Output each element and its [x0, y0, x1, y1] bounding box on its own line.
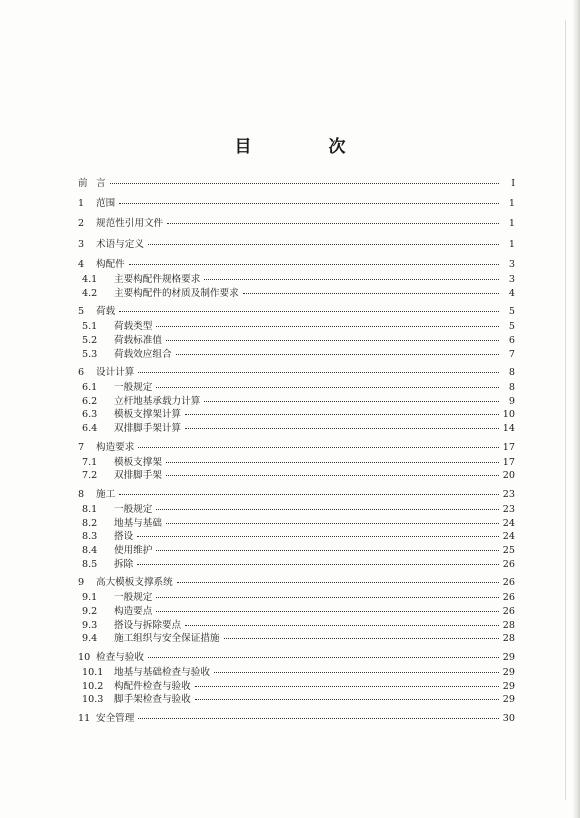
toc-entry-label: 荷载效应组合	[114, 348, 172, 360]
toc-entry-page-number: 1	[508, 238, 515, 250]
toc-section-entry[interactable]	[78, 557, 515, 571]
toc-chapter-entry[interactable]	[78, 216, 515, 231]
toc-entry-number: 5.1	[82, 321, 98, 333]
toc-entry-number: 5.2	[82, 334, 98, 346]
dot-leader	[119, 194, 499, 204]
toc-entry-label: 荷载	[96, 306, 116, 318]
toc-entry-page-number: 6	[508, 334, 515, 346]
toc-entry-number: 9.2	[82, 605, 98, 617]
toc-entry-label: 一般规定	[114, 592, 153, 604]
toc-entry-label: 荷载类型	[114, 321, 153, 333]
toc-entry-number: 7.1	[82, 456, 98, 468]
page-fold-line	[565, 20, 566, 800]
toc-entry-number: 11	[78, 712, 91, 724]
toc-entry-label: 立杆地基承载力计算	[114, 395, 201, 407]
toc-entry-label: 范围	[96, 198, 116, 210]
toc-entry-page-number: 29	[502, 666, 515, 678]
toc-entry-label: 构造要点	[114, 605, 153, 617]
dot-leader	[110, 174, 499, 184]
dot-leader	[119, 485, 499, 495]
toc-entry-page-number: Ⅰ	[511, 178, 515, 189]
toc-entry-label: 设计计算	[96, 367, 135, 379]
dot-leader	[166, 453, 499, 463]
toc-entry-number: 8	[78, 489, 85, 501]
dot-leader	[129, 255, 499, 265]
dot-leader	[214, 663, 499, 673]
toc-entry-page-number: 3	[508, 258, 515, 270]
dot-leader	[185, 616, 499, 626]
dot-leader	[166, 466, 499, 476]
dot-leader	[166, 514, 499, 524]
page-edge-shadow	[572, 0, 580, 818]
toc-entry-page-number: 26	[502, 592, 515, 604]
toc-entry-number: 9.1	[82, 592, 98, 604]
toc-entry-label: 地基与基础	[114, 517, 162, 529]
toc-entry-page-number: 24	[502, 517, 515, 529]
toc-entry-page-number: 5	[508, 321, 515, 333]
toc-entry-page-number: 28	[502, 619, 515, 631]
toc-entry-page-number: 3	[508, 273, 515, 285]
toc-entry-number: 7	[78, 441, 85, 453]
dot-leader	[156, 378, 499, 388]
toc-section-entry[interactable]	[78, 631, 515, 645]
toc-entry-number: 6.4	[82, 423, 98, 435]
table-of-contents	[78, 176, 515, 726]
toc-entry-page-number: 17	[502, 441, 515, 453]
toc-entry-number: 9	[78, 577, 85, 589]
toc-entry-page-number: 24	[502, 531, 515, 543]
toc-entry-page-number: 10	[502, 409, 515, 421]
dot-leader	[195, 690, 499, 700]
dot-leader	[156, 317, 499, 327]
toc-entry-number: 10.1	[82, 666, 104, 678]
toc-entry-number: 4.1	[82, 273, 98, 285]
dot-leader	[148, 648, 499, 658]
dot-leader	[176, 345, 499, 355]
toc-entry-number: 10	[78, 651, 91, 663]
toc-entry-page-number: 8	[508, 367, 515, 379]
toc-entry-label: 规范性引用文件	[96, 218, 164, 230]
toc-entry-number: 1	[78, 198, 85, 210]
toc-section-entry[interactable]	[78, 468, 515, 482]
toc-entry-number: 5.3	[82, 348, 98, 360]
toc-entry-number: 9.3	[82, 619, 98, 631]
toc-entry-label: 检查与验收	[96, 651, 144, 663]
toc-entry-label: 双排脚手架	[114, 470, 162, 482]
toc-entry-label: 搭设	[114, 531, 134, 543]
toc-entry-number: 6	[78, 367, 85, 379]
dot-leader	[137, 555, 499, 565]
toc-entry-page-number: 30	[502, 712, 515, 724]
toc-entry-page-number: 7	[508, 348, 515, 360]
toc-entry-label: 言	[96, 178, 106, 189]
toc-entry-number: 8.5	[82, 558, 98, 570]
toc-entry-number: 8.1	[82, 504, 98, 516]
dot-leader	[138, 709, 499, 719]
toc-entry-number: 8.3	[82, 531, 98, 543]
toc-entry-page-number: 29	[502, 680, 515, 692]
dot-leader	[185, 405, 499, 415]
dot-leader	[166, 331, 499, 341]
toc-entry-page-number: 25	[502, 545, 515, 556]
dot-leader	[156, 602, 499, 612]
toc-entry-number: 8.4	[82, 545, 98, 556]
toc-entry-label: 构配件	[96, 258, 125, 270]
toc-entry-page-number: 28	[502, 633, 515, 645]
toc-chapter-entry[interactable]	[78, 176, 515, 191]
toc-entry-label: 拆除	[114, 558, 134, 570]
toc-entry-number: 10.2	[82, 680, 104, 692]
dot-leader	[119, 302, 499, 312]
toc-entry-number: 5	[78, 306, 85, 318]
toc-chapter-entry[interactable]	[78, 196, 515, 211]
toc-entry-number: 8.2	[82, 517, 98, 529]
toc-section-entry[interactable]	[78, 286, 515, 300]
dot-leader	[156, 588, 499, 598]
dot-leader	[137, 527, 499, 537]
dot-leader	[195, 677, 499, 687]
toc-entry-number: 4	[78, 258, 85, 270]
dot-leader	[156, 541, 499, 551]
toc-entry-number: 6.2	[82, 395, 98, 407]
toc-chapter-entry[interactable]	[78, 237, 515, 252]
toc-entry-page-number: 26	[502, 577, 515, 589]
toc-entry-label: 构配件检查与验收	[114, 680, 191, 692]
toc-entry-label: 施工组织与安全保证措施	[114, 633, 220, 645]
toc-entry-label: 模板支撑架计算	[114, 409, 182, 421]
toc-entry-label: 术语与定义	[96, 238, 144, 250]
dot-leader	[204, 392, 499, 402]
toc-entry-label: 使用维护	[114, 545, 153, 556]
toc-entry-page-number: 23	[502, 489, 515, 501]
toc-entry-label: 双排脚手架计算	[114, 423, 182, 435]
toc-entry-number: 9.4	[82, 633, 98, 645]
toc-entry-page-number: 9	[508, 395, 515, 407]
toc-section-entry[interactable]	[78, 692, 515, 706]
toc-entry-label: 安全管理	[96, 712, 135, 724]
toc-entry-label: 脚手架检查与验收	[114, 694, 191, 706]
toc-entry-page-number: 26	[502, 605, 515, 617]
toc-entry-page-number: 17	[502, 456, 515, 468]
dot-leader	[148, 235, 499, 245]
toc-entry-label: 荷载标准值	[114, 334, 162, 346]
dot-leader	[185, 419, 499, 429]
toc-entry-label: 构造要求	[96, 441, 135, 453]
toc-entry-label: 模板支撑架	[114, 456, 162, 468]
toc-entry-page-number: 1	[508, 218, 515, 230]
toc-entry-label: 搭设与拆除要点	[114, 619, 182, 631]
toc-entry-page-number: 1	[508, 198, 515, 210]
toc-entry-number: 10.3	[82, 694, 104, 706]
toc-entry-label: 一般规定	[114, 504, 153, 516]
toc-entry-page-number: 14	[502, 423, 515, 435]
toc-title: 目 次	[234, 137, 376, 157]
toc-entry-page-number: 20	[502, 470, 515, 482]
toc-entry-number: 2	[78, 218, 85, 230]
toc-entry-number: 4.2	[82, 287, 98, 299]
dot-leader	[167, 214, 499, 224]
dot-leader	[156, 500, 499, 510]
toc-entry-page-number: 4	[508, 287, 515, 299]
dot-leader	[243, 284, 499, 294]
toc-chapter-entry[interactable]	[78, 711, 515, 726]
dot-leader	[177, 573, 499, 583]
dot-leader	[138, 363, 499, 373]
toc-entry-label: 施工	[96, 489, 116, 501]
toc-entry-label: 高大模板支撑系统	[96, 577, 173, 589]
toc-entry-page-number: 8	[508, 382, 515, 394]
toc-entry-label: 一般规定	[114, 382, 153, 394]
toc-entry-page-number: 23	[502, 504, 515, 516]
toc-entry-number: 前	[78, 178, 88, 189]
toc-entry-number: 7.2	[82, 470, 98, 482]
toc-entry-label: 主要构配件的材质及制作要求	[114, 287, 239, 299]
dot-leader	[204, 270, 499, 280]
toc-entry-page-number: 29	[502, 651, 515, 663]
toc-entry-number: 6.1	[82, 382, 98, 394]
toc-entry-number: 6.3	[82, 409, 98, 421]
toc-entry-page-number: 26	[502, 558, 515, 570]
toc-entry-number: 3	[78, 238, 85, 250]
dot-leader	[224, 629, 499, 639]
toc-section-entry[interactable]	[78, 421, 515, 435]
toc-section-entry[interactable]	[78, 347, 515, 361]
toc-entry-label: 主要构配件规格要求	[114, 273, 201, 285]
toc-entry-label: 地基与基础检查与验收	[114, 666, 210, 678]
dot-leader	[138, 438, 499, 448]
toc-entry-page-number: 5	[508, 306, 515, 318]
toc-entry-page-number: 29	[502, 694, 515, 706]
